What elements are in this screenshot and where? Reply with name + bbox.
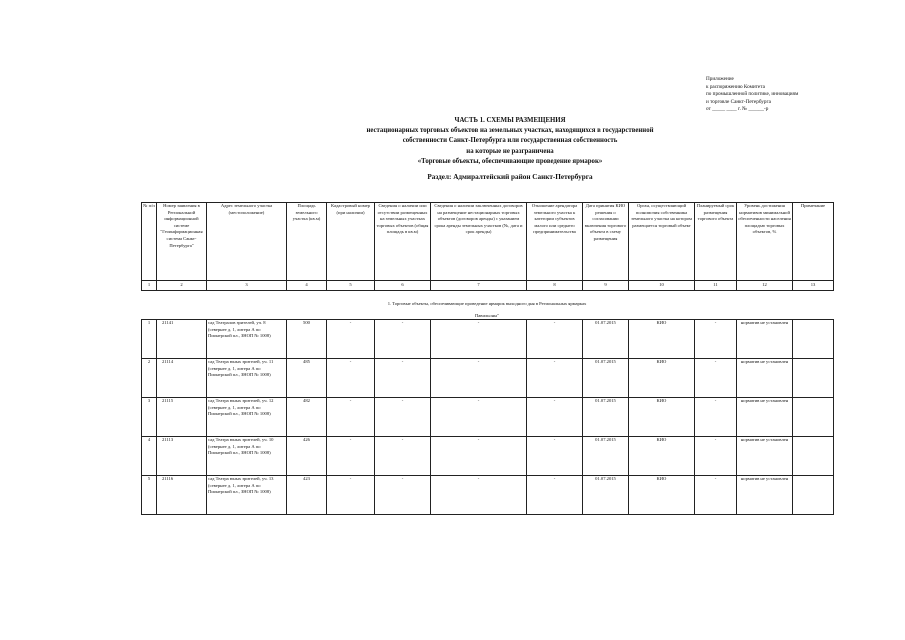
appendix-line: к распоряжению Комитета (706, 83, 765, 90)
column-number: 8 (527, 281, 583, 291)
row-number: 5 (142, 476, 157, 515)
title-part: ЧАСТЬ 1. СХЕМЫ РАЗМЕЩЕНИЯ (454, 117, 566, 124)
msp-category: - (527, 437, 583, 476)
header-row (142, 203, 834, 281)
appendix-block (706, 76, 798, 114)
column-number: 11 (695, 281, 737, 291)
table-row (142, 320, 834, 359)
header-cell: Отношение арендатора земельного участка к категории субъектов малого или среднего предпринимательства (527, 203, 583, 281)
table-row (142, 476, 834, 515)
msp-category: - (527, 320, 583, 359)
header-cell: Номер заявления в Региональной информационной системе "Геоинформационная система Санкт-Петербурга" (157, 203, 207, 281)
area: 426 (287, 437, 327, 476)
header-table (141, 202, 834, 291)
planned-term: - (695, 359, 737, 398)
application-number: 21116 (157, 476, 207, 515)
header-cell: Дата принятия КИО решения о согласовании включения торгового объекта в схему размещения (583, 203, 629, 281)
document-title (300, 116, 720, 182)
table-note: 1. Торговые объекты, обеспечивающие проведение ярмарок выходного дня в Региональных ярмарках (387, 301, 587, 306)
title-line: собственности Санкт-Петербурга или государственная собственность (402, 137, 618, 145)
owner-authority: КИО (629, 359, 695, 398)
remark (793, 359, 834, 398)
planned-term: - (695, 476, 737, 515)
planned-term: - (695, 398, 737, 437)
title-line: на которые не разграничена (466, 147, 554, 155)
column-number: 1 (142, 281, 157, 291)
existing-objects: - (375, 437, 431, 476)
cadastral-number: - (327, 476, 375, 515)
title-line: нестационарных торговых объектов на земельных участках, находящихся в государственной (366, 127, 654, 135)
appendix-line: Приложение (706, 76, 734, 82)
header-cell: Сведения о наличии заключенных договоров на размещение нестационарных торговых объектов (договоров аренды) с указанием срока аренды земельных участков (№, дата и срок аренды) (431, 203, 527, 281)
existing-objects: - (375, 398, 431, 437)
table-row (142, 359, 834, 398)
provision-level: норматив не установлен (737, 398, 793, 437)
owner-authority: КИО (629, 437, 695, 476)
area: 500 (287, 320, 327, 359)
existing-objects: - (375, 476, 431, 515)
header-cell: Примечание (793, 203, 834, 281)
remark (793, 398, 834, 437)
contracts: - (431, 398, 527, 437)
approval-date: 01.07.2015 (583, 359, 629, 398)
appendix-line: от _____ ____ г. № ______-р (706, 106, 769, 113)
msp-category: - (527, 476, 583, 515)
header-cell: Уровень достижения нормативов минимальной обеспеченности населения площадью торговых объектов, % (737, 203, 793, 281)
existing-objects: - (375, 359, 431, 398)
cadastral-number: - (327, 437, 375, 476)
header-cell: Площадь земельного участка (кв.м) (287, 203, 327, 281)
header-cell: Планируемый срок размещения торгового объекта (695, 203, 737, 281)
cadastral-number: - (327, 320, 375, 359)
owner-authority: КИО (629, 398, 695, 437)
approval-date: 01.07.2015 (583, 320, 629, 359)
cadastral-number: - (327, 398, 375, 437)
msp-category: - (527, 398, 583, 437)
address: сад Театра юных зрителей, уч. 10 (севернее д. 1, литера А по Пионерской пл., ЗНОП № 1008) (207, 437, 287, 476)
provision-level: норматив не установлен (737, 476, 793, 515)
cadastral-number: - (327, 359, 375, 398)
approval-date: 01.07.2015 (583, 398, 629, 437)
application-number: 21115 (157, 398, 207, 437)
application-number: 21141 (157, 320, 207, 359)
address: сад Театра юных зрителей, уч. 13 (севернее д. 1, литера А по Пионерской пл., ЗНОП № 1008) (207, 476, 287, 515)
contracts: - (431, 359, 527, 398)
planned-term: - (695, 320, 737, 359)
column-number: 4 (287, 281, 327, 291)
appendix-line: и торговле Санкт-Петербурга (706, 98, 771, 105)
address: сад Театралов зрителей, уч. 8 (севернее д. 1, литера А по Пионерской пл., ЗНОП № 1008) (207, 320, 287, 359)
header-cell: Сведения о наличии или отсутствии размещенных на земельных участках торговых объектов (общая площадь в кв.м) (375, 203, 431, 281)
remark (793, 320, 834, 359)
column-number: 7 (431, 281, 527, 291)
column-number: 2 (157, 281, 207, 291)
column-number-row (142, 281, 834, 291)
column-number: 9 (583, 281, 629, 291)
objects-table (141, 319, 834, 515)
area: 485 (287, 359, 327, 398)
column-number: 13 (793, 281, 834, 291)
planned-term: - (695, 437, 737, 476)
header-cell: Адрес земельного участка (местоположение) (207, 203, 287, 281)
row-number: 3 (142, 398, 157, 437)
area: 423 (287, 476, 327, 515)
table-row (142, 398, 834, 437)
row-number: 1 (142, 320, 157, 359)
provision-level: норматив не установлен (737, 437, 793, 476)
address: сад Театра юных зрителей, уч. 12 (севернее д. 1, литера А по Пионерской пл., ЗНОП № 1008) (207, 398, 287, 437)
existing-objects: - (375, 320, 431, 359)
contracts: - (431, 476, 527, 515)
contracts: - (431, 320, 527, 359)
area: 482 (287, 398, 327, 437)
application-number: 21113 (157, 437, 207, 476)
column-number: 12 (737, 281, 793, 291)
contracts: - (431, 437, 527, 476)
appendix-line: по промышленной политике, инновациям (706, 91, 799, 98)
row-number: 2 (142, 359, 157, 398)
approval-date: 01.07.2015 (583, 437, 629, 476)
address: сад Театра юных зрителей, уч. 11 (севернее д. 1, литера А по Пионерской пл., ЗНОП № 1008) (207, 359, 287, 398)
msp-category: - (527, 359, 583, 398)
owner-authority: КИО (629, 320, 695, 359)
title-line: «Торговые объекты, обеспечивающие проведение ярмарок» (417, 157, 603, 165)
column-number: 6 (375, 281, 431, 291)
header-cell: № п/п (142, 203, 157, 281)
header-cell: Кадастровый номер (при наличии) (327, 203, 375, 281)
remark (793, 437, 834, 476)
provision-level: норматив не установлен (737, 320, 793, 359)
row-number: 4 (142, 437, 157, 476)
approval-date: 01.07.2015 (583, 476, 629, 515)
owner-authority: КИО (629, 476, 695, 515)
column-number: 10 (629, 281, 695, 291)
application-number: 21114 (157, 359, 207, 398)
column-number: 3 (207, 281, 287, 291)
column-number: 5 (327, 281, 375, 291)
table-row (142, 437, 834, 476)
remark (793, 476, 834, 515)
table-subheading: Павильоны" (474, 313, 500, 318)
section-title: Раздел: Адмиралтейский район Санкт-Петербурга (427, 173, 593, 182)
provision-level: норматив не установлен (737, 359, 793, 398)
header-cell: Орган, осуществляющий полномочия собственника земельного участка на котором размещается торговый объект (629, 203, 695, 281)
